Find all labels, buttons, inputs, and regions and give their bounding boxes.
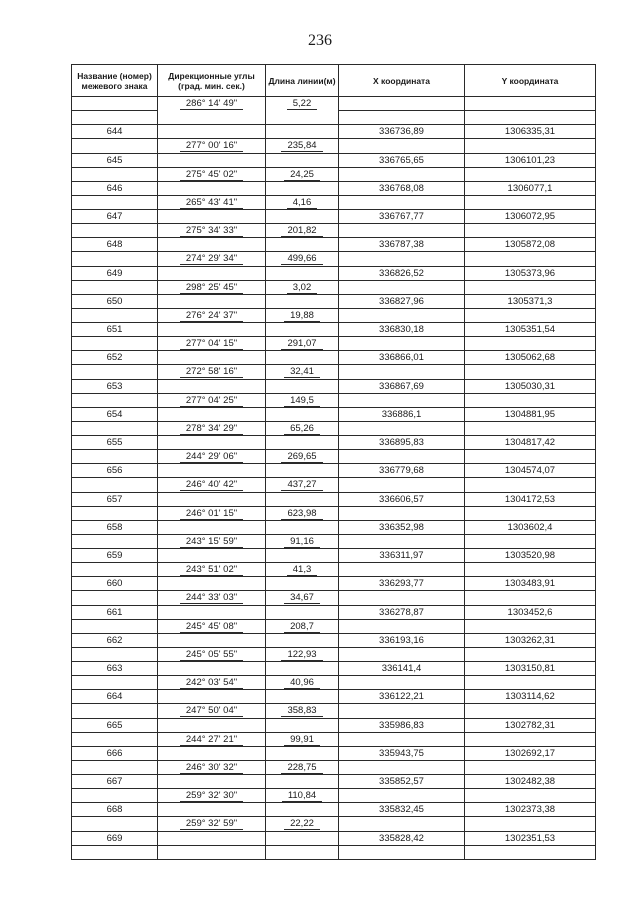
line-length: 32,41	[284, 366, 320, 378]
table-row-first-segment	[72, 97, 596, 125]
table-row	[72, 464, 596, 492]
direction-angle: 298° 25' 45"	[180, 282, 243, 294]
line-length: 201,82	[281, 225, 322, 237]
x-coordinate: 336866,01	[379, 352, 424, 364]
marker-name: 656	[106, 465, 123, 477]
x-coordinate: 336779,68	[379, 465, 424, 477]
x-coordinate: 335943,75	[379, 747, 424, 759]
marker-name: 661	[106, 606, 123, 618]
marker-name: 664	[106, 691, 123, 703]
table-row	[72, 690, 596, 718]
direction-angle: 275° 45' 02"	[180, 169, 243, 181]
line-length: 623,98	[281, 508, 322, 520]
marker-name: 654	[106, 408, 123, 420]
line-length: 499,66	[281, 253, 322, 265]
y-coordinate: 1305373,96	[504, 267, 556, 279]
y-coordinate: 1302351,53	[504, 832, 556, 844]
line-length: 437,27	[281, 479, 322, 491]
line-length: 358,83	[281, 705, 322, 717]
y-coordinate: 1302373,38	[504, 804, 556, 816]
marker-name: 665	[106, 719, 123, 731]
x-coordinate: 336352,98	[379, 521, 424, 533]
header-line-length: Длина линии(м)	[266, 65, 339, 97]
y-coordinate: 1303602,4	[507, 521, 553, 533]
table-row	[72, 803, 596, 831]
first-segment-angle: 286° 14' 49"	[180, 98, 243, 110]
table-row	[72, 210, 596, 238]
x-coordinate: 336606,57	[379, 493, 424, 505]
marker-name: 667	[106, 776, 123, 787]
x-coordinate: 335986,83	[379, 719, 424, 731]
line-length: 122,93	[281, 649, 322, 661]
marker-name: 644	[106, 126, 123, 138]
y-coordinate: 1304881,95	[504, 408, 556, 420]
y-coordinate: 1306077,1	[507, 182, 553, 194]
direction-angle: 278° 34' 29"	[180, 423, 243, 435]
first-segment-length: 5,22	[287, 98, 318, 110]
line-length: 235,84	[281, 140, 322, 152]
x-coordinate: 336827,96	[379, 295, 424, 307]
direction-angle: 277° 04' 15"	[180, 338, 243, 350]
line-length: 22,22	[284, 818, 320, 830]
header-x-coordinate: X координата	[339, 65, 465, 97]
line-length: 291,07	[281, 338, 322, 350]
table-row	[72, 831, 596, 859]
x-coordinate: 335852,57	[379, 776, 424, 787]
y-coordinate: 1303520,98	[504, 550, 556, 561]
y-coordinate: 1304817,42	[504, 437, 556, 448]
marker-name: 650	[106, 295, 123, 307]
x-coordinate: 336787,38	[379, 239, 424, 251]
direction-angle: 245° 05' 55"	[180, 649, 243, 661]
x-coordinate: 336768,08	[379, 182, 424, 194]
marker-name: 651	[106, 324, 123, 335]
table-row	[72, 153, 596, 181]
line-length: 3,02	[287, 282, 318, 294]
x-coordinate: 336830,18	[379, 324, 424, 335]
x-coordinate: 336122,21	[379, 691, 424, 703]
y-coordinate: 1304574,07	[504, 465, 556, 477]
y-coordinate: 1306072,95	[504, 211, 556, 222]
marker-name: 645	[106, 154, 123, 166]
table-row	[72, 125, 596, 153]
x-coordinate: 336141,4	[381, 663, 422, 674]
table-row	[72, 238, 596, 266]
line-length: 4,16	[287, 197, 318, 209]
table-row	[72, 379, 596, 407]
y-coordinate: 1302782,31	[504, 719, 556, 731]
x-coordinate: 336826,52	[379, 267, 424, 279]
header-marker-name: Название (номер) межевого знака	[72, 65, 158, 97]
table-row	[72, 633, 596, 661]
table-row	[72, 577, 596, 605]
direction-angle: 277° 04' 25"	[180, 395, 243, 407]
marker-name: 648	[106, 239, 123, 251]
y-coordinate: 1305371,3	[507, 295, 553, 307]
marker-name: 649	[106, 267, 123, 279]
table-body	[72, 97, 596, 860]
y-coordinate: 1303150,81	[504, 663, 556, 674]
table-header-row	[72, 65, 596, 97]
table-row	[72, 351, 596, 379]
y-coordinate: 1303262,31	[504, 634, 556, 646]
direction-angle: 244° 27' 21"	[180, 734, 243, 746]
table-row	[72, 323, 596, 351]
y-coordinate: 1303452,6	[507, 606, 553, 618]
marker-name: 646	[106, 182, 123, 194]
marker-name: 647	[106, 211, 123, 222]
marker-name: 658	[106, 521, 123, 533]
marker-name: 668	[106, 804, 123, 816]
direction-angle: 242° 03' 54"	[180, 677, 243, 689]
table-row	[72, 294, 596, 322]
direction-angle: 275° 34' 33"	[180, 225, 243, 237]
line-length: 228,75	[281, 762, 322, 774]
table-row	[72, 492, 596, 520]
y-coordinate: 1302692,17	[504, 747, 556, 759]
marker-name: 659	[106, 550, 123, 561]
marker-name: 652	[106, 352, 123, 364]
direction-angle: 245° 45' 08"	[180, 621, 243, 633]
line-length: 40,96	[284, 677, 320, 689]
direction-angle: 246° 30' 32"	[180, 762, 243, 774]
table-row	[72, 746, 596, 774]
header-y-coordinate: Y координата	[465, 65, 596, 97]
direction-angle: 259° 32' 59"	[180, 818, 243, 830]
marker-name: 653	[106, 380, 123, 392]
x-coordinate: 336867,69	[379, 380, 424, 392]
boundary-coordinates-table	[71, 64, 596, 860]
x-coordinate: 335828,42	[379, 832, 424, 844]
line-length: 110,84	[282, 790, 322, 802]
x-coordinate: 336886,1	[381, 408, 422, 420]
line-length: 41,3	[287, 564, 318, 576]
x-coordinate: 336193,16	[379, 634, 424, 646]
y-coordinate: 1306101,23	[504, 154, 556, 166]
table-row	[72, 549, 596, 577]
direction-angle: 243° 51' 02"	[180, 564, 243, 576]
y-coordinate: 1303114,62	[505, 691, 555, 703]
x-coordinate: 335832,45	[379, 804, 424, 816]
x-coordinate: 336293,77	[379, 578, 424, 590]
y-coordinate: 1305351,54	[504, 324, 556, 335]
table-row	[72, 407, 596, 435]
y-coordinate: 1305030,31	[504, 380, 556, 392]
table-row	[72, 718, 596, 746]
y-coordinate: 1304172,53	[504, 493, 556, 505]
y-coordinate: 1305872,08	[504, 239, 556, 251]
line-length: 65,26	[284, 423, 320, 435]
line-length: 24,25	[284, 169, 320, 181]
marker-name: 669	[106, 832, 123, 844]
line-length: 149,5	[284, 395, 320, 407]
line-length: 208,7	[284, 621, 320, 633]
x-coordinate: 336311,97	[379, 550, 424, 561]
y-coordinate: 1302482,38	[504, 776, 556, 787]
direction-angle: 259° 32' 30"	[180, 790, 243, 802]
line-length: 91,16	[284, 536, 320, 548]
direction-angle: 274° 29' 34"	[180, 253, 243, 265]
marker-name: 660	[106, 578, 123, 590]
header-direction-angle: Дирекционные углы (град. мин. сек.)	[158, 65, 266, 97]
table-row	[72, 520, 596, 548]
marker-name: 663	[106, 663, 123, 674]
line-length: 34,67	[284, 592, 320, 604]
direction-angle: 246° 40' 42"	[180, 479, 243, 491]
direction-angle: 277° 00' 16"	[180, 140, 243, 152]
table-row	[72, 605, 596, 633]
y-coordinate: 1306335,31	[504, 126, 556, 138]
direction-angle: 246° 01' 15"	[180, 508, 243, 520]
line-length: 99,91	[284, 734, 320, 746]
direction-angle: 243° 15' 59"	[180, 536, 243, 548]
direction-angle: 276° 24' 37"	[180, 310, 243, 322]
marker-name: 662	[106, 634, 123, 646]
marker-name: 666	[106, 747, 123, 759]
x-coordinate: 336767,77	[379, 211, 424, 222]
direction-angle: 272° 58' 16"	[180, 366, 243, 378]
marker-name: 657	[106, 493, 123, 505]
marker-name: 655	[106, 437, 123, 448]
table-row	[72, 181, 596, 209]
y-coordinate: 1305062,68	[504, 352, 556, 364]
direction-angle: 244° 29' 06"	[180, 451, 243, 463]
direction-angle: 265° 43' 41"	[180, 197, 243, 209]
x-coordinate: 336278,87	[379, 606, 424, 618]
y-coordinate: 1303483,91	[504, 578, 556, 590]
table-row	[72, 436, 596, 464]
line-length: 19,88	[284, 310, 320, 322]
table-row	[72, 775, 596, 803]
table-row	[72, 662, 596, 690]
direction-angle: 244° 33' 03"	[180, 592, 243, 604]
table-row	[72, 266, 596, 294]
x-coordinate: 336765,65	[379, 154, 424, 166]
page-number: 236	[308, 32, 332, 49]
direction-angle: 247° 50' 04"	[180, 705, 243, 717]
x-coordinate: 336895,83	[379, 437, 424, 448]
line-length: 269,65	[281, 451, 322, 463]
x-coordinate: 336736,89	[379, 126, 424, 138]
